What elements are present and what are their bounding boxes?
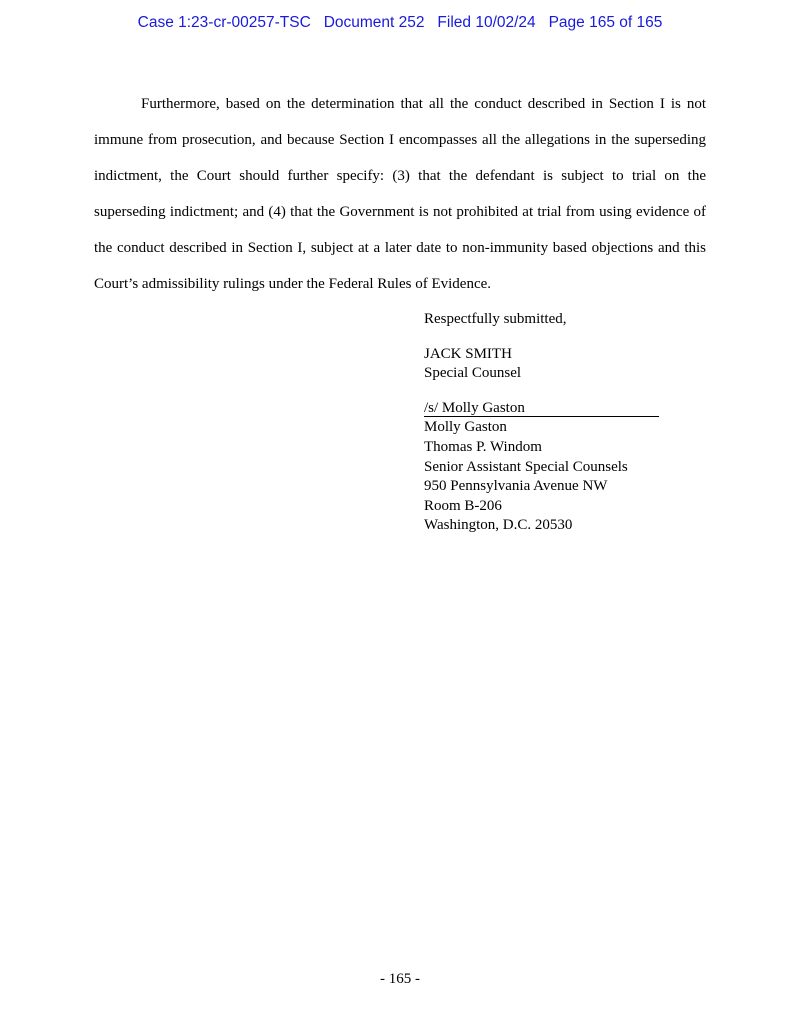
signature-block: [424, 310, 664, 536]
signer-line-1: Molly Gaston: [424, 419, 507, 436]
signer-line-2: Thomas P. Windom: [424, 438, 542, 455]
address-line-1: 950 Pennsylvania Avenue NW: [424, 478, 608, 495]
closing: Respectfully submitted,: [424, 311, 567, 327]
signer-title: Special Counsel: [424, 365, 522, 382]
case-header-stamp: Case 1:23-cr-00257-TSC Document 252 Filed 10/02/24 Page 165 of 165: [137, 14, 663, 31]
electronic-signature: [424, 399, 664, 419]
signer-line-3: Senior Assistant Special Counsels: [424, 458, 628, 475]
page-number: - 165 -: [380, 971, 420, 987]
address-line-3: Washington, D.C. 20530: [424, 517, 573, 534]
electronic-signature-text: /s/ Molly Gaston: [424, 400, 659, 417]
signer-name: JACK SMITH: [424, 345, 512, 362]
body-paragraph: Furthermore, based on the determination that all the conduct described in Section I is not immune from prosecution, and because Section I encompasses all the allegations in the superseding indictment, the Court should further specify: (3) that the defendant is subject to trial on the superseding indictment; and (4) that the Government is not prohibited at trial from using evidence of the conduct described in Section I, subject at a later date to non-immunity based objections and this Court’s admissibility rulings under the Federal Rules of Evidence.: [94, 96, 706, 292]
address-line-2: Room B-206: [424, 497, 502, 514]
